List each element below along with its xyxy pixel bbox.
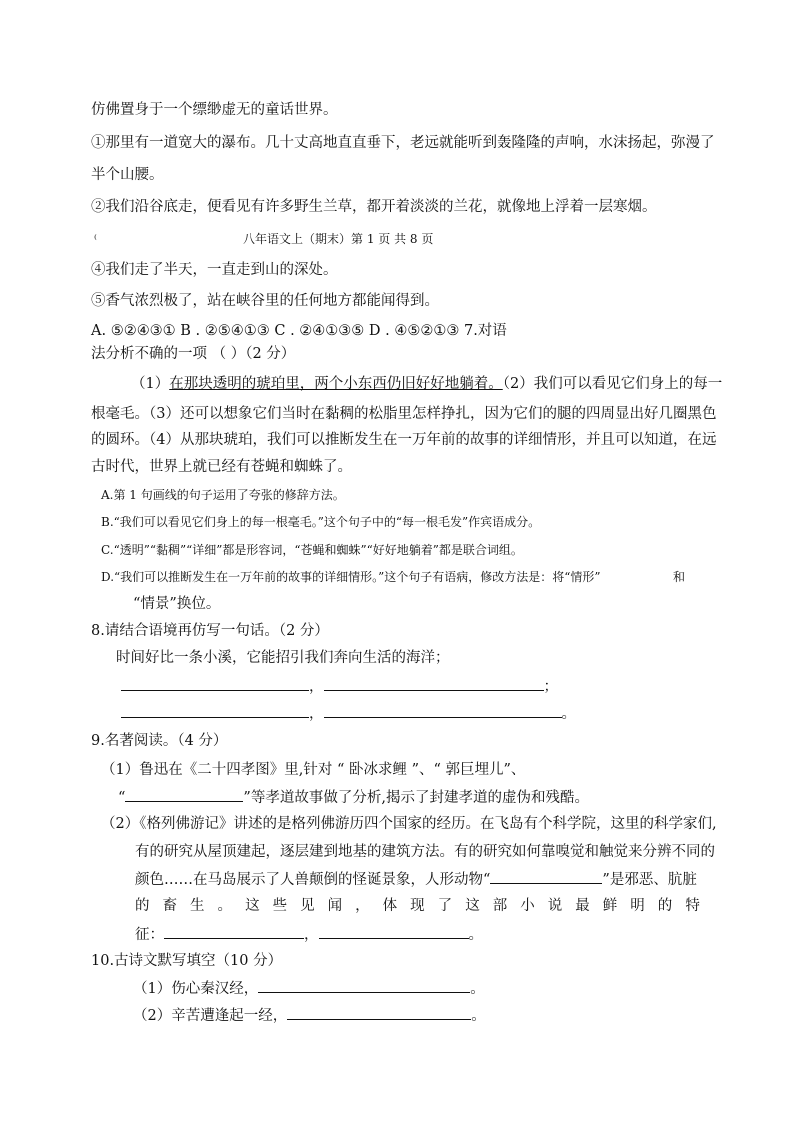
spread-char: 的 <box>657 898 673 914</box>
passage-line: 古时代，世界上就已经有苍蝇和蜘蛛了。 <box>91 459 352 475</box>
question-9-2-answer <box>135 924 483 945</box>
option-a: A.第 1 句画线的句子运用了夸张的修辞方法。 <box>101 488 345 502</box>
sentence-label: （1） <box>131 376 170 392</box>
spread-char: 畜 <box>162 898 178 914</box>
question-text: ”等孝道故事做了分析,揭示了封建孝道的虚伪和残酷。 <box>243 790 589 806</box>
spread-char: 了 <box>437 898 453 914</box>
answer-blank[interactable] <box>287 1005 471 1020</box>
spread-char: 这 <box>465 898 480 914</box>
question-9-2-cont <box>135 869 697 890</box>
spread-char: 体 <box>382 898 398 914</box>
question-9-2-spread-line <box>135 896 700 916</box>
text-line: 仿佛置身于一个缥缈虚无的童话世界。 <box>91 102 338 118</box>
question-10-title: 10.古诗文默写填空（10 分） <box>91 953 283 969</box>
question-10-2 <box>133 1005 486 1026</box>
passage-line <box>131 374 722 394</box>
answer-blank[interactable] <box>164 924 304 939</box>
text-line: ①那里有一道宽大的瀑布。几十丈高地直直垂下，老远就能听到轰隆隆的声响，水沫扬起，弥漫了 <box>91 135 715 151</box>
answer-line <box>121 676 558 697</box>
spread-char: ， <box>355 898 370 914</box>
option-c: C.“透明”“黏稠”“详细”都是形容词，“苍蝇和蜘蛛”“好好地躺着”都是联合词组。 <box>101 543 523 557</box>
question-text: ”是邪恶、肮脏 <box>602 872 697 888</box>
passage-line: 根毫毛。（3）还可以想象它们当时在黏稠的松脂里怎样挣扎，因为它们的腿的四周显出好几圈黑色 <box>91 406 717 422</box>
question-text: （2）辛苦遭逢起一经， <box>133 1008 288 1024</box>
spread-char: 说 <box>547 898 563 914</box>
question-9-1: （1）鲁迅在《二十四孝图》里,针对 “ 卧冰求鲤 ”、“ 郭巨埋儿”、 <box>101 762 526 778</box>
spread-char: 闻 <box>327 898 343 914</box>
spread-char: 部 <box>492 898 508 914</box>
underlined-sentence: 在那块透明的琥珀里，两个小东西仍旧好好地躺着。 <box>169 376 503 392</box>
footer-mark: ⁽ <box>94 232 97 246</box>
question-10-1 <box>133 978 485 999</box>
text-line: ⑤香气浓烈极了，站在峡谷里的任何地方都能闻得到。 <box>91 293 439 309</box>
answer-blank[interactable] <box>121 703 309 718</box>
comma: ， <box>309 706 324 722</box>
label: 征： <box>135 927 164 943</box>
spread-char: 特 <box>685 898 700 914</box>
answer-blank[interactable] <box>121 676 309 691</box>
comma: ， <box>304 927 319 943</box>
options-line: A. ⑤②④③① B . ②⑤④①③ C . ②④①③⑤ D . ④⑤②①③ 7.对语 <box>91 323 507 339</box>
answer-blank[interactable] <box>324 703 562 718</box>
spread-char: 。 <box>217 898 233 914</box>
option-d: D.“我们可以推断发生在一万年前的故事的详细情形。”这个句子有语病，修改方法是：将“情形” <box>101 570 601 584</box>
period: 。 <box>468 927 483 943</box>
period: 。 <box>471 1008 486 1024</box>
comma: ， <box>309 679 324 695</box>
quote-open: “ <box>118 790 126 806</box>
option-d-cont: “情景”换位。 <box>133 596 221 612</box>
spread-char: 生 <box>190 898 205 914</box>
question-9-1-cont <box>118 787 589 808</box>
option-b: B.“我们可以看见它们身上的每一根毫毛。”这个句子中的“每一根毛发”作宾语成分。 <box>101 515 541 529</box>
question-text: 颜色……在马岛展示了人兽颠倒的怪诞景象，人形动物“ <box>135 872 491 888</box>
spread-char: 的 <box>135 898 150 914</box>
period: 。 <box>561 706 576 722</box>
spread-char: 见 <box>300 898 315 914</box>
question-7-stem: 法分析不确的一项 （ ）（2 分） <box>91 346 296 362</box>
question-text: （1）伤心秦汉经， <box>133 981 259 997</box>
answer-line <box>121 703 576 724</box>
text-line: ②我们沿谷底走，便看见有许多野生兰草，都开着淡淡的兰花，就像地上浮着一层寒烟。 <box>91 199 657 215</box>
answer-blank[interactable] <box>125 787 243 802</box>
spread-char: 现 <box>410 898 425 914</box>
option-d-and: 和 <box>673 570 686 584</box>
semicolon: ； <box>543 679 558 695</box>
answer-blank[interactable] <box>258 978 470 993</box>
answer-blank[interactable] <box>490 869 602 884</box>
question-8-title: 8.请结合语境再仿写一句话。（2 分） <box>91 623 329 639</box>
text-line: ④我们走了半天，一直走到山的深处。 <box>91 262 338 278</box>
question-9-2-cont: 有的研究从屋顶建起，逐层建到地基的建筑方法。有的研究如何靠嗅觉和触觉来分辨不同的 <box>135 844 715 860</box>
passage-text: （2）我们可以看见它们身上的每一 <box>502 376 723 392</box>
spread-char: 最 <box>575 898 590 914</box>
question-9-2: （2）《格列佛游记》讲述的是格列佛游历四个国家的经历。在飞岛有个科学院，这里的科学家们, <box>101 816 717 832</box>
period: 。 <box>470 981 485 997</box>
question-9-title: 9.名著阅读。（4 分） <box>91 733 228 749</box>
spread-char: 这 <box>245 898 260 914</box>
passage-line: 的圆环。（4）从那块琥珀，我们可以推断发生在一万年前的故事的详细情形，并且可以知道，在远 <box>91 432 717 448</box>
spread-char: 些 <box>272 898 288 914</box>
spread-char: 鲜 <box>602 898 618 914</box>
question-8-stem: 时间好比一条小溪，它能招引我们奔向生活的海洋； <box>116 650 450 666</box>
text-line: 半个山腰。 <box>91 167 164 183</box>
page-footer: 八年语文上（期末）第 1 页 共 8 页 <box>243 232 434 246</box>
answer-blank[interactable] <box>319 924 469 939</box>
spread-char: 明 <box>630 898 645 914</box>
answer-blank[interactable] <box>324 676 544 691</box>
spread-char: 小 <box>520 898 535 914</box>
